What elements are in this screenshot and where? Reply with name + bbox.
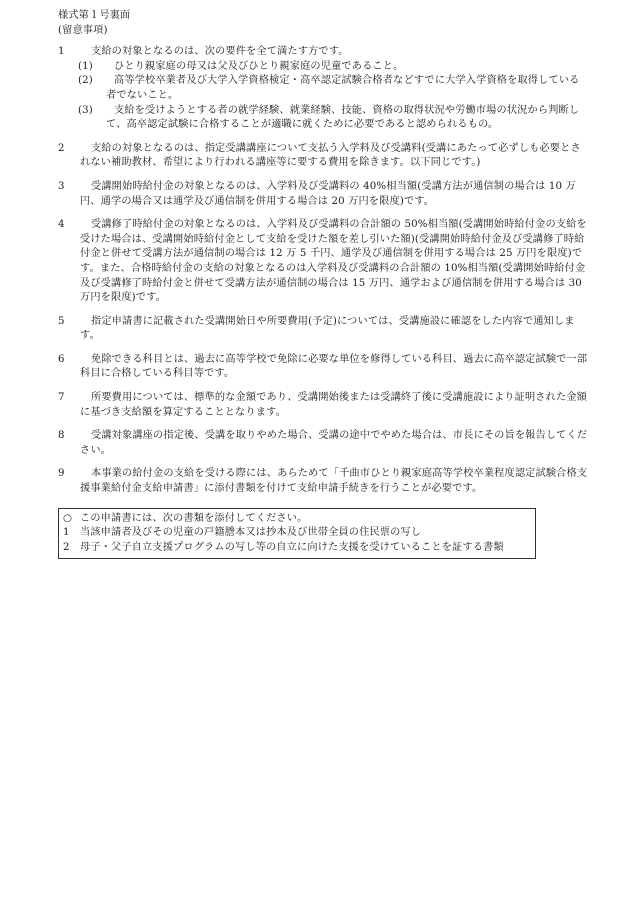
note-text: 支給の対象となるのは、次の要件を全て満たす方です。 (91, 46, 349, 58)
attachments-heading (63, 512, 529, 527)
circle-bullet-icon: ○ (63, 512, 73, 524)
note-text: 本事業の給付金の支給を受ける際には、あらためて「千曲市ひとり親家庭高等学校卒業程度認定試験合格支援事業給付金支給申請書」に添付書類を付けて支給申請手続きを行うことが必要です。 (80, 468, 588, 495)
note-text: 受講開始時給付金の対象となるのは、入学料及び受講料の 40%相当額(受講方法が通信制の場合は 10 万円、通学の場合又は通学及び通信制を併用する場合は 20 万円を限度)です。 (80, 180, 576, 207)
note-text: 所要費用については、標準的な金額であり、受講開始後または受講終了後に受講施設により証明された金額に基づき支給額を算定することとなります。 (80, 392, 587, 418)
note-text: 免除できる科目とは、過去に高等学校で免除に必要な単位を修得している科目、過去に高卒認定試験で一部科目に合格している科目等です。 (80, 353, 588, 380)
requirement-text: ひとり親家庭の母又は父及びひとり親家庭の児童であること。 (114, 60, 404, 72)
note-text: 指定申請書に記載された受講開始日や所要費用(予定)については、受講施設に確認をした内容で通知します。 (80, 315, 575, 342)
note-text: 受講対象講座の指定後、受講を取りやめた場合、受講の途中でやめた場合は、市長にその旨を報告してください。 (80, 430, 588, 456)
note-item-5 (58, 315, 588, 344)
attachment-number: 2 (63, 541, 70, 553)
note-number: 8 (58, 430, 65, 442)
note-number: 9 (58, 468, 65, 480)
requirement-text: 高等学校卒業者及び大学入学資格検定・高卒認定試験合格者などすでに大学入学資格を取得している者でないこと。 (106, 75, 580, 101)
note-text: 受講修了時給付金の対象となるのは、入学料及び受講料の合計額の 50%相当額(受講開始時給付金の支給を受けた場合は、受講開始時給付金として支給を受けた額を差し引いた額)(受講開始時給付金及び受講修了時給付金と併せて受講方法が通信制の場合は 12 万 5 千円、通学及び通信制を併用する場合は 25 万円を限度)です。また、合格時給付金の支給の対象となるのは入学料及び受講料の合計額の 10%相当額(受講開始時給付金及び受講修了時給付金と併せて受講方法が通信制の場合は 15 万円、通学および通信制を併用する場合は 30 万円を限度)です。 (80, 219, 587, 304)
note-item-2 (58, 142, 588, 171)
note-item-6 (58, 353, 588, 382)
attachment-text: 母子・父子自立支援プログラムの写し等の自立に向けた支援を受けていることを証する書類 (80, 541, 504, 553)
note-item-1 (58, 45, 588, 60)
note-number: 5 (58, 315, 65, 327)
form-id: 様式第１号裏面 (58, 10, 131, 21)
requirement-1 (58, 60, 588, 75)
attachment-number: 1 (63, 527, 70, 539)
note-item-4 (58, 218, 588, 306)
note-number: 4 (58, 219, 65, 231)
note-text: 支給の対象となるのは、指定受講講座について支払う入学料及び受講料(受講にあたって必ずしも必要とされない補助教材、希望により行われる講座等に要する費用を除きます。以下同じです。) (80, 142, 581, 169)
requirement-text: 支給を受けようとする者の就学経験、就業経験、技能、資格の取得状況や労働市場の状況から判断して、高卒認定試験に合格することが適職に就くために必要であると認められるもの。 (106, 104, 580, 131)
note-item-9 (58, 467, 588, 496)
attachments-box (58, 508, 536, 560)
note-number: 1 (58, 46, 65, 58)
note-number: 3 (58, 180, 65, 192)
attachment-text: 当該申請者及びその児童の戸籍謄本又は抄本及び世帯全員の住民票の写し (80, 527, 422, 539)
attachment-item-1 (63, 526, 529, 541)
requirement-2 (58, 74, 588, 103)
attachment-item-2 (63, 541, 529, 556)
note-item-8 (58, 429, 588, 458)
requirement-3 (58, 104, 588, 133)
note-item-3 (58, 180, 588, 209)
requirement-number: (2) (78, 75, 93, 87)
note-item-7 (58, 391, 588, 420)
requirement-number: (3) (78, 104, 93, 116)
notes-page (58, 9, 588, 559)
notes-subtitle: (留意事項) (58, 24, 108, 36)
note-number: 7 (58, 392, 65, 404)
note-number: 6 (58, 353, 65, 365)
attachments-heading-text: この申請書には、次の書類を添付してください。 (80, 512, 308, 524)
requirement-number: (1) (78, 60, 93, 72)
note-number: 2 (58, 142, 65, 154)
